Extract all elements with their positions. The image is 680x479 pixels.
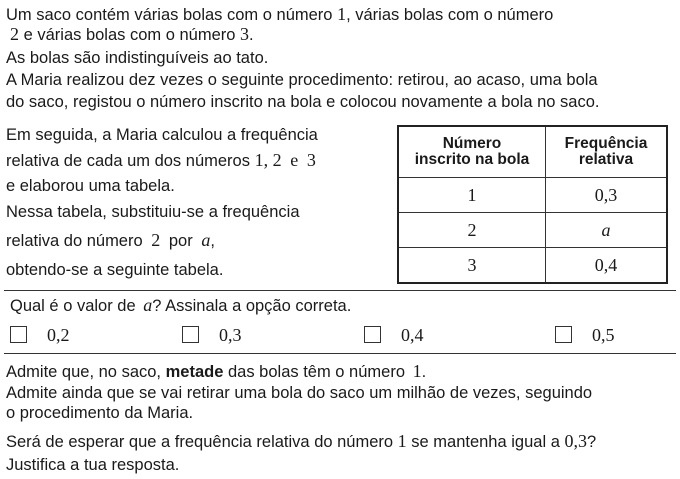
- question-text: ? Assinala a opção correta.: [152, 297, 352, 315]
- table-row: [398, 213, 667, 248]
- math-number: 2: [272, 150, 282, 170]
- middle-text: por: [168, 232, 193, 250]
- middle-text: e: [290, 150, 299, 170]
- question-text: Qual é o valor de: [10, 297, 136, 315]
- header-text: Número: [442, 135, 502, 152]
- middle-text: ,: [210, 232, 215, 250]
- option-label: 0,4: [401, 325, 424, 345]
- intro-line-3: As bolas são indistinguíveis ao tato.: [6, 49, 269, 67]
- intro-text: e várias bolas com o número: [23, 26, 236, 44]
- part2-line-1: [6, 361, 426, 382]
- middle-text: relativa de cada um dos números: [6, 152, 250, 170]
- intro-text: .: [249, 26, 254, 44]
- part2-text: Será de esperar que a frequência relativa do número: [6, 433, 394, 451]
- header-number: [398, 126, 546, 178]
- question-prompt: [10, 295, 351, 316]
- intro-line-4: A Maria realizou dez vezes o seguinte procedimento: retirou, ao acaso, uma bola: [6, 71, 598, 89]
- option-3[interactable]: [364, 325, 424, 346]
- middle-line-4: Nessa tabela, substituiu-se a frequência: [6, 203, 300, 221]
- middle-line-6: obtendo-se a seguinte tabela.: [6, 261, 224, 279]
- math-number: 3: [306, 150, 316, 170]
- checkbox[interactable]: [182, 326, 199, 343]
- math-number: 0,3: [564, 431, 587, 451]
- header-text: Frequência: [564, 135, 648, 152]
- part2-line-4: [6, 431, 596, 452]
- math-number: 2: [151, 230, 161, 250]
- checkbox[interactable]: [10, 326, 27, 343]
- header-text: relativa: [578, 151, 634, 168]
- math-number: 1: [337, 4, 347, 24]
- table-header-row: [398, 126, 667, 178]
- checkbox[interactable]: [364, 326, 381, 343]
- math-number: 1: [397, 431, 407, 451]
- intro-line-2: [6, 24, 254, 45]
- part2-text: das bolas têm o número: [227, 363, 405, 381]
- cell-number: 2: [398, 213, 546, 248]
- cell-frequency: a: [546, 213, 668, 248]
- math-number: 3: [240, 24, 250, 44]
- header-text: inscrito na bola: [414, 151, 530, 168]
- option-4[interactable]: [555, 325, 615, 346]
- option-label: 0,3: [219, 325, 242, 345]
- table-row: [398, 248, 667, 284]
- intro-line-1: [6, 4, 553, 25]
- option-label: 0,2: [47, 325, 70, 345]
- math-number: 1: [412, 361, 422, 381]
- option-1[interactable]: [10, 325, 70, 346]
- math-variable: a: [143, 295, 153, 315]
- header-frequency: [546, 126, 668, 178]
- part2-text: Admite que, no saco,: [6, 363, 162, 381]
- middle-text: relativa do número: [6, 232, 143, 250]
- math-number: 1,: [254, 150, 269, 170]
- middle-line-5: [6, 230, 215, 251]
- part2-line-2: Admite ainda que se vai retirar uma bola do saco um milhão de vezes, seguindo: [6, 384, 593, 402]
- math-variable: a: [201, 230, 211, 250]
- part2-text: .: [421, 363, 427, 381]
- cell-number: 3: [398, 248, 546, 284]
- part2-text: ?: [586, 433, 597, 451]
- middle-line-1: Em seguida, a Maria calculou a frequência: [6, 126, 318, 144]
- intro-text: Um saco contém várias bolas com o número: [6, 6, 333, 24]
- middle-line-3: e elaborou uma tabela.: [6, 177, 175, 195]
- checkbox[interactable]: [555, 326, 572, 343]
- table-row: [398, 178, 667, 213]
- emphasis-text: metade: [165, 363, 224, 381]
- cell-number: 1: [398, 178, 546, 213]
- option-2[interactable]: [182, 325, 242, 346]
- math-number: 2: [10, 24, 19, 44]
- intro-line-5: do saco, registou o número inscrito na bola e colocou novamente a bola no saco.: [6, 93, 600, 111]
- part2-line-5: Justifica a tua resposta.: [6, 456, 180, 474]
- frequency-table: [397, 125, 668, 284]
- divider: [4, 353, 676, 354]
- part2-text: se mantenha igual a: [411, 433, 560, 451]
- divider: [4, 290, 676, 291]
- middle-line-2: [6, 150, 316, 171]
- cell-frequency: 0,4: [546, 248, 668, 284]
- option-label: 0,5: [592, 325, 615, 345]
- cell-frequency: 0,3: [546, 178, 668, 213]
- intro-text: , várias bolas com o número: [346, 6, 554, 24]
- part2-line-3: o procedimento da Maria.: [6, 404, 194, 422]
